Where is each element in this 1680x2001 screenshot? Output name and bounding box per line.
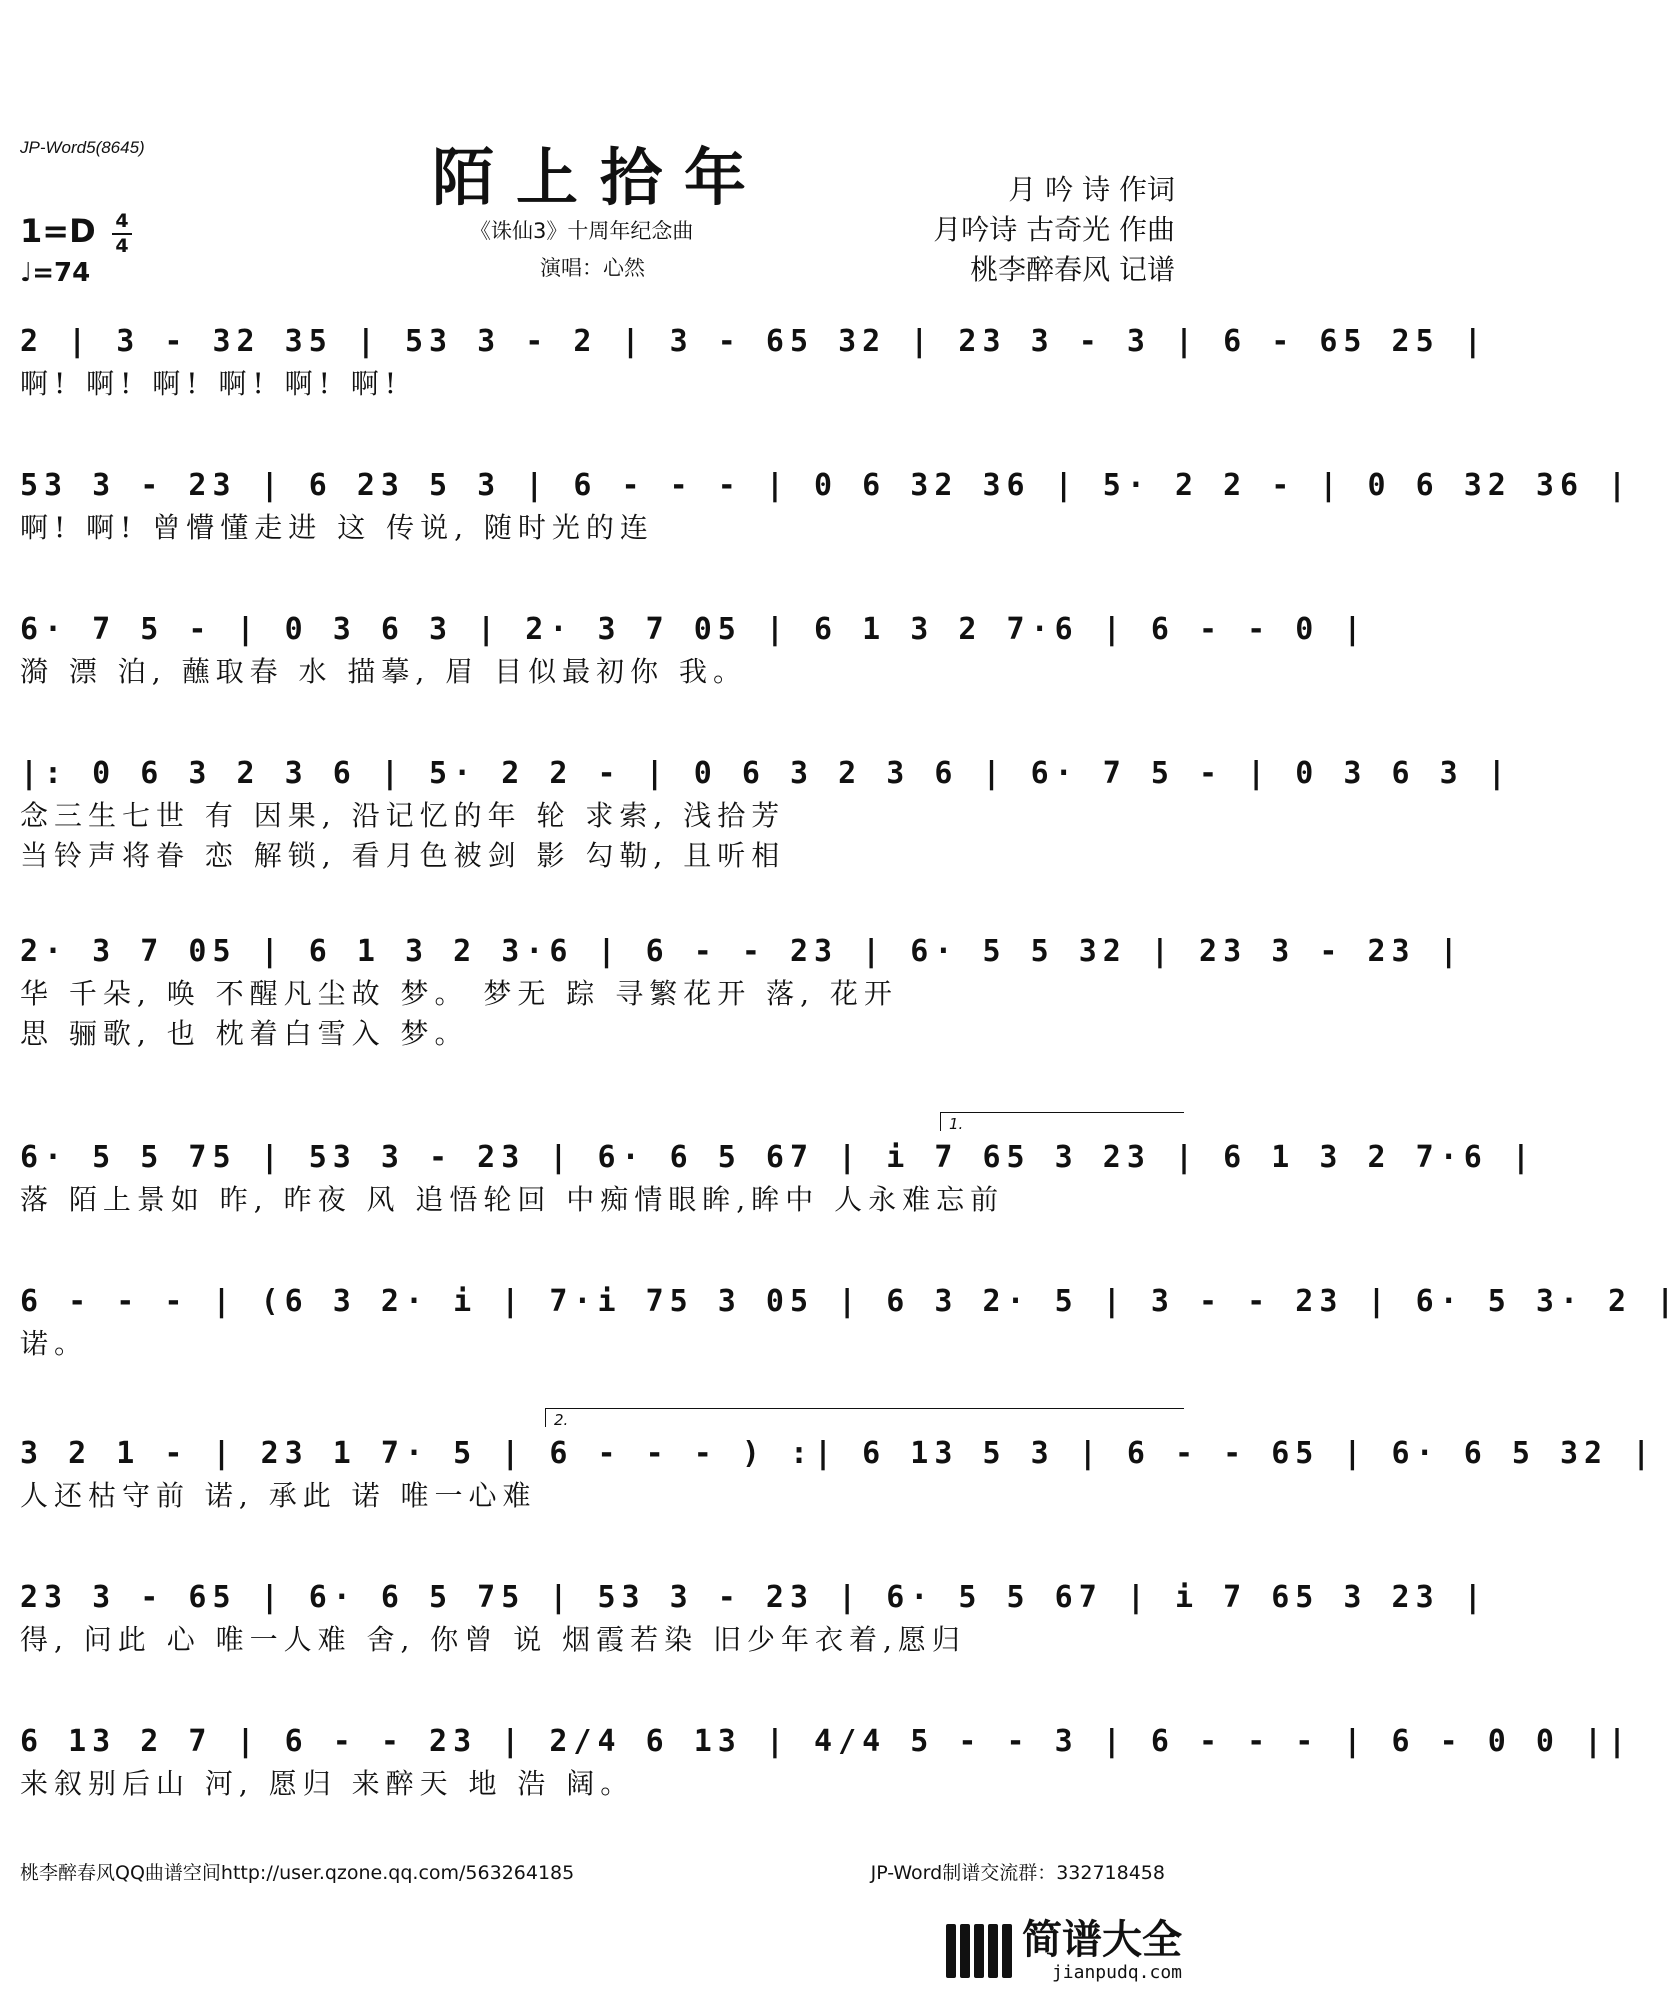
score-system [20,608,1368,692]
lyric-line: 人还枯守前 诺, 承此 诺 唯一心难 [20,1479,537,1512]
footer-group: JP-Word制谱交流群：332718458 [870,1862,1165,1884]
lyric-line-verse-2: 思 骊歌, 也 枕着白雪入 梦。 [20,1017,469,1050]
score-system [20,930,1464,1054]
lyric-line: 啊! 啊! 曾懵懂走进 这 传说, 随时光的连 [20,511,654,544]
lyric-line-verse-2: 当铃声将眷 恋 解锁, 看月色被剑 影 勾勒, 且听相 [20,839,786,872]
song-title: 陌上拾年 [431,141,768,214]
score-system [20,1280,1680,1364]
notation-line: 3 2 1 - | 23 1 7· 5 | 6 - - - ) :| 6 13 5 3 | 6 - - 65 | 6· 6 5 32 | [20,1436,1657,1471]
time-signature [112,212,132,256]
notation-line: 6 - - - | (6 3 2· i | 7·i 75 3 05 | 6 3 2· 5 | 3 - - 23 | 6· 5 3· 2 | [20,1284,1680,1319]
footer-source: 桃李醉春风QQ曲谱空间http://user.qzone.qq.com/563264185 [20,1862,575,1884]
notation-line: 6· 5 5 75 | 53 3 - 23 | 6· 6 5 67 | i 7 65 3 23 | 6 1 3 2 7·6 | [20,1140,1536,1175]
lyric-line: 得, 问此 心 唯一人难 舍, 你曾 说 烟霞若染 旧少年衣着,愿归 [20,1623,966,1656]
lyric-line: 诺。 [20,1327,89,1360]
lyricist-credit: 月 吟 诗 作词 [1008,173,1175,206]
notation-line: 23 3 - 65 | 6· 6 5 75 | 53 3 - 23 | 6· 5 5 67 | i 7 65 3 23 | [20,1580,1488,1615]
singer: 演唱：心然 [540,256,645,280]
notation-line: |: 0 6 3 2 3 6 | 5· 2 2 - | 0 6 3 2 3 6 | 6· 7 5 - | 0 3 6 3 | [20,756,1512,791]
tempo-marking: ♩=74 [20,258,91,288]
score-system [20,1136,1536,1220]
brand-logo [944,1918,1182,1983]
composer-credit: 月吟诗 古奇光 作曲 [933,213,1175,246]
brand-title: 简谱大全 [1022,1917,1182,1963]
key-signature: 1=D [20,212,96,250]
time-sig-top: 4 [115,210,129,232]
score-system [20,1576,1488,1660]
notation-line: 6 13 2 7 | 6 - - 23 | 2/4 6 13 | 4/4 5 - - 3 | 6 - - - | 6 - 0 0 || [20,1724,1633,1759]
app-version: JP-Word5(8645) [20,138,145,157]
score-system [20,1432,1657,1516]
lyric-line: 漪 漂 泊, 蘸取春 水 描摹, 眉 目似最初你 我。 [20,655,748,688]
brand-url: jianpudq.com [1051,1962,1182,1983]
volta-bracket-2: 2. [545,1408,1184,1427]
piano-icon [944,1920,1014,1982]
lyric-line: 来叙别后山 河, 愿归 来醉天 地 浩 阔。 [20,1767,635,1800]
notation-line: 2 | 3 - 32 35 | 53 3 - 2 | 3 - 65 32 | 23 3 - 3 | 6 - 65 25 | [20,324,1488,359]
notation-line: 53 3 - 23 | 6 23 5 3 | 6 - - - | 0 6 32 36 | 5· 2 2 - | 0 6 32 36 | [20,468,1633,503]
transcriber-credit: 桃李醉春风 记谱 [970,253,1175,286]
lyric-line: 啊! 啊! 啊! 啊! 啊! 啊! [20,367,403,400]
score-system [20,1720,1633,1804]
time-sig-bottom: 4 [115,235,129,257]
song-subtitle: 《诛仙3》十周年纪念曲 [470,219,694,243]
notation-line: 2· 3 7 05 | 6 1 3 2 3·6 | 6 - - 23 | 6· 5 5 32 | 23 3 - 23 | [20,934,1464,969]
lyric-line: 念三生七世 有 因果, 沿记忆的年 轮 求索, 浅拾芳 [20,799,786,832]
notation-line: 6· 7 5 - | 0 3 6 3 | 2· 3 7 05 | 6 1 3 2 7·6 | 6 - - 0 | [20,612,1368,647]
volta-bracket-1: 1. [940,1112,1184,1131]
lyric-line: 华 千朵, 唤 不醒凡尘故 梦。 梦无 踪 寻繁花开 落, 花开 [20,977,898,1010]
score-system [20,320,1488,404]
score-system [20,464,1633,548]
lyric-line: 落 陌上景如 昨, 昨夜 风 追悟轮回 中痴情眼眸,眸中 人永难忘前 [20,1183,1005,1216]
score-system [20,752,1512,876]
